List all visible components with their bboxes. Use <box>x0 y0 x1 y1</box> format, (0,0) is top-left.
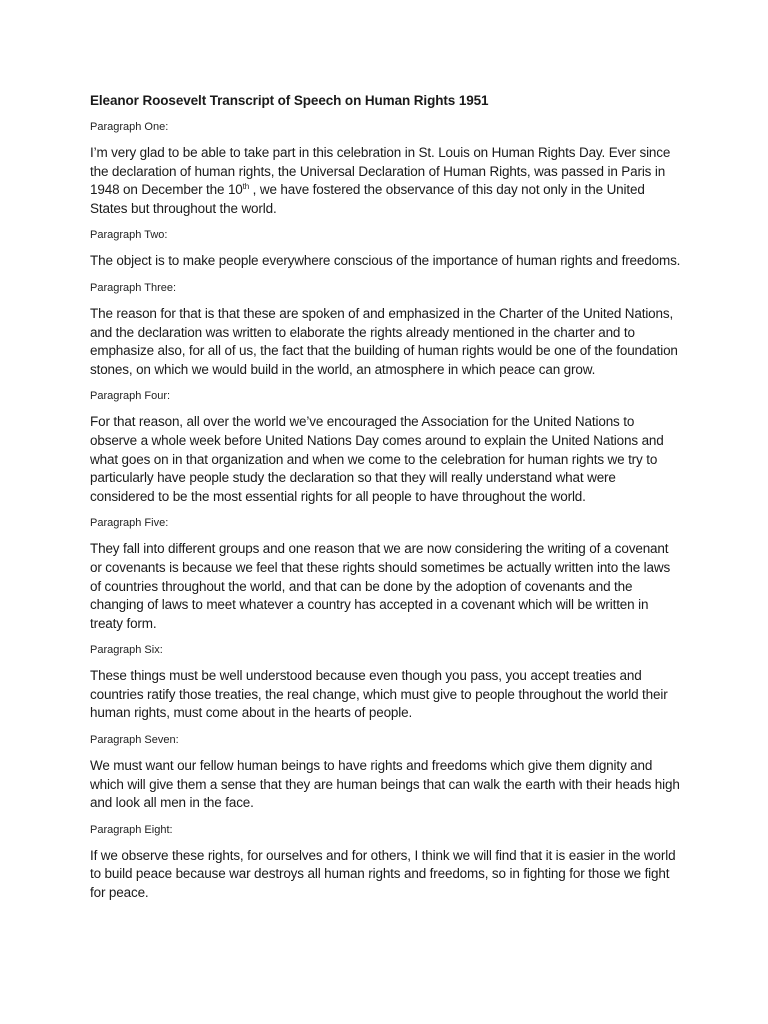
paragraph-label-one: Paragraph One: <box>90 121 169 133</box>
paragraph-text-five: They fall into different groups and one reason that we are now considering the writing of a covenant or covenants is because we feel that these rights should sometimes be actually written into the laws of countries throughout the world, and that can be done by the adoption of covenants and the changing of laws to meet whatever a country has accepted in a covenant which will be written in treaty form. <box>90 541 671 631</box>
paragraph-text-seven: We must want our fellow human beings to have rights and freedoms which give them dignity and which will give them a sense that they are human beings that can walk the earth with their heads high and look all men in the face. <box>90 758 680 811</box>
paragraph-one-text-end: , we have fostered the observance of this day not only in the United States but throughout the world. <box>90 182 645 216</box>
paragraph-label-three: Paragraph Three: <box>90 281 177 294</box>
paragraph-text-four: For that reason, all over the world we’ve encouraged the Association for the United Nations to observe a whole week before United Nations Day comes around to explain the United Nations and what goes on in that organization and when we come to the celebration for human rights we try to particularly have people study the declaration so that they will really understand what were considered to be the most essential rights for all people to have throughout the world. <box>90 414 664 504</box>
paragraph-label-four: Paragraph Four: <box>90 390 171 403</box>
paragraph-label-six: Paragraph Six: <box>90 644 163 657</box>
paragraph-text-eight: If we observe these rights, for ourselves and for others, I think we will find that it is easier in the world to build peace because war destroys all human rights and freedoms, so in fighting for those we fight for peace. <box>90 847 676 901</box>
paragraph-text-one <box>90 144 682 218</box>
paragraph-label-five: Paragraph Five: <box>90 517 169 530</box>
document-page <box>90 92 682 912</box>
paragraph-text-two: The object is to make people everywhere conscious of the importance of human rights and freedoms. <box>90 253 681 269</box>
paragraph-text-six: These things must be well understood because even though you pass, you accept treaties and countries ratify those treaties, the real change, which must give to people throughout the world their human rights, must come about in the hearts of people. <box>90 668 668 721</box>
ordinal-superscript: th <box>242 182 250 192</box>
document-title: Eleanor Roosevelt Transcript of Speech on Human Rights 1951 <box>90 93 489 108</box>
paragraph-one-text-start: I’m very glad to be able to take part in this celebration in St. Louis on Human Rights Day. Ever since the declaration of human rights, the Universal Declaration of Human Rights, was passed in Paris in 1948 on December the 10 <box>90 145 671 198</box>
paragraph-label-two: Paragraph Two: <box>90 229 168 242</box>
paragraph-text-three: The reason for that is that these are spoken of and emphasized in the Charter of the United Nations, and the declaration was written to elaborate the rights already mentioned in the charter and to emphasize also, for all of us, the fact that the building of human rights would be one of the foundation stones, on which we would build in the world, an atmosphere in which peace can grow. <box>90 305 678 377</box>
paragraph-label-seven: Paragraph Seven: <box>90 734 179 747</box>
paragraph-label-eight: Paragraph Eight: <box>90 823 173 836</box>
